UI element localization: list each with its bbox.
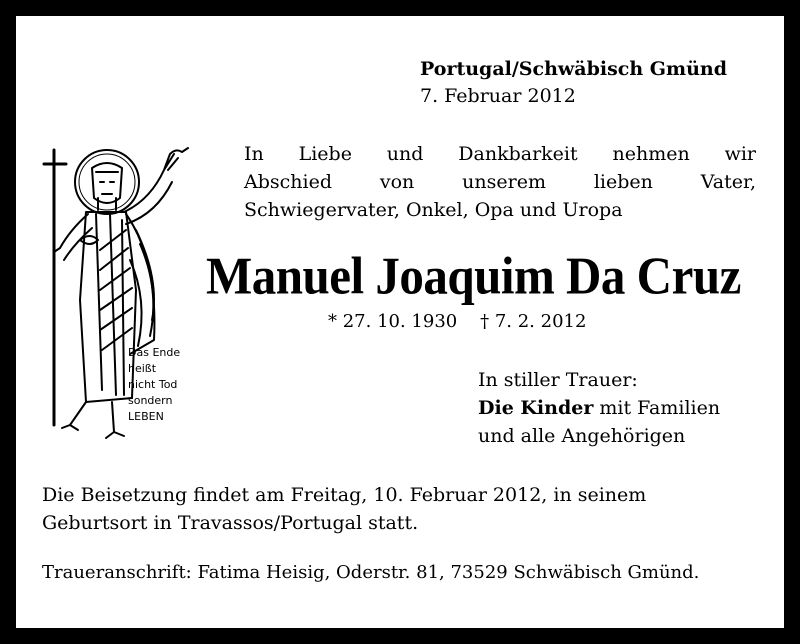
funeral-notice: Die Beisetzung findet am Freitag, 10. Februar 2012, in seinem Geburtsort in Travassos/Portugal statt. [42,484,647,534]
life-dates: * 27. 10. 1930 † 7. 2. 2012 [328,311,587,332]
intro-text [244,140,756,224]
mourners-relatives: und alle Angehörigen [478,425,686,447]
deceased-name: Manuel Joaquim Da Cruz [206,246,741,306]
handwriting-line: heißt [128,362,157,375]
mourners-block [478,366,720,450]
mourning-label: In stiller Trauer: [478,369,638,391]
notice-date: 7. Februar 2012 [420,85,576,107]
children-rest: mit Familien [593,397,721,419]
intro-line: Abschied von unserem lieben Vater, [244,171,756,193]
intro-line: In Liebe und Dankbarkeit nehmen wir [244,143,756,165]
handwriting-line: LEBEN [128,410,164,423]
place-heading: Portugal/Schwäbisch Gmünd [420,58,728,80]
risen-christ-illustration-icon [40,140,195,460]
intro-line: Schwiegervater, Onkel, Opa und Uropa [244,199,623,221]
children-label: Die Kinder [478,397,594,419]
mourners-children [478,394,720,422]
mourning-address: Traueranschrift: Fatima Heisig, Oderstr. 81, 73529 Schwäbisch Gmünd. [42,562,700,583]
handwriting-line: nicht Tod [128,378,178,391]
handwriting-line: Das Ende [128,346,181,359]
handwriting-line: sondern [128,394,173,407]
